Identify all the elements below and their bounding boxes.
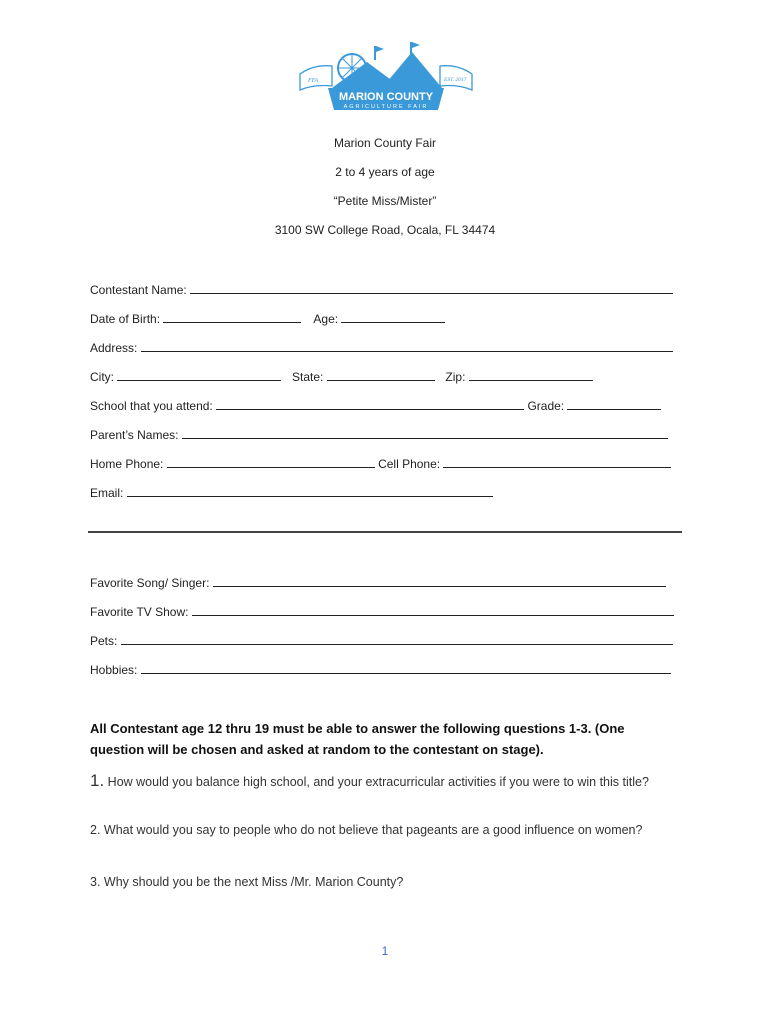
question-1-number: 1. [90,771,105,790]
email-field[interactable] [127,485,493,497]
phones-row [90,456,671,471]
zip-label: Zip: [445,370,466,384]
hobbies-label: Hobbies: [90,663,138,677]
school-field[interactable] [216,398,524,410]
hobbies-field[interactable] [141,662,671,674]
address-field[interactable] [141,340,673,352]
pets-row [90,633,673,648]
favorite-tv-label: Favorite TV Show: [90,605,189,619]
cell-phone-field[interactable] [443,456,671,468]
parents-field[interactable] [182,427,668,439]
question-1 [90,770,680,793]
parents-label: Parent’s Names: [90,428,179,442]
pets-field[interactable] [121,633,673,645]
grade-field[interactable] [567,398,661,410]
logo-name-line2: AGRICULTURE FAIR [343,104,429,110]
state-label: State: [292,370,324,384]
dob-field[interactable] [163,311,301,323]
logo-name-line1: MARION COUNTY [338,91,434,103]
cell-phone-label: Cell Phone: [378,457,441,471]
favorite-tv-field[interactable] [192,604,674,616]
city-field[interactable] [117,369,281,381]
question-2: 2. What would you say to people who do not believe that pageants are a good influence on women? [90,823,643,837]
header-age-range: 2 to 4 years of age [335,165,435,179]
state-field[interactable] [327,369,435,381]
parents-row [90,427,668,442]
school-grade-row [90,398,661,413]
dob-label: Date of Birth: [90,312,161,326]
home-phone-label: Home Phone: [90,457,164,471]
home-phone-field[interactable] [167,456,375,468]
grade-label: Grade: [527,399,565,413]
email-row [90,485,493,500]
dob-age-row [90,311,445,326]
address-row [90,340,673,355]
age-field[interactable] [341,311,445,323]
favorite-tv-row [90,604,674,619]
page-number: 1 [381,944,389,958]
instructions-text: All Contestant age 12 thru 19 must be able to answer the following questions 1-3. (One question will be chosen and asked at random to the contestant on stage). [90,721,625,757]
section-divider [88,531,682,533]
age-label: Age: [313,312,339,326]
header-address: 3100 SW College Road, Ocala, FL 34474 [274,223,496,237]
zip-field[interactable] [469,369,593,381]
contestant-name-label: Contestant Name: [90,283,187,297]
favorite-song-label: Favorite Song/ Singer: [90,576,210,590]
left-badge: FFA [308,78,319,84]
favorite-song-row [90,575,666,590]
school-label: School that you attend: [90,399,213,413]
email-label: Email: [90,486,124,500]
question-3: 3. Why should you be the next Miss /Mr. Marion County? [90,875,404,889]
fair-logo [292,40,480,122]
fair-silhouette-icon [332,42,442,88]
contestant-name-row [90,282,673,297]
city-label: City: [90,370,114,384]
contestant-name-field[interactable] [190,282,673,294]
city-state-zip-row [90,369,593,384]
header-fair-name: Marion County Fair [333,136,437,150]
right-badge: EST. 2017 [444,77,467,83]
question-1-text: How would you balance high school, and your extracurricular activities if you were to win this title? [107,775,649,789]
pets-label: Pets: [90,634,118,648]
header-title: “Petite Miss/Mister” [333,194,437,208]
hobbies-row [90,662,671,677]
favorite-song-field[interactable] [213,575,666,587]
address-label: Address: [90,341,138,355]
